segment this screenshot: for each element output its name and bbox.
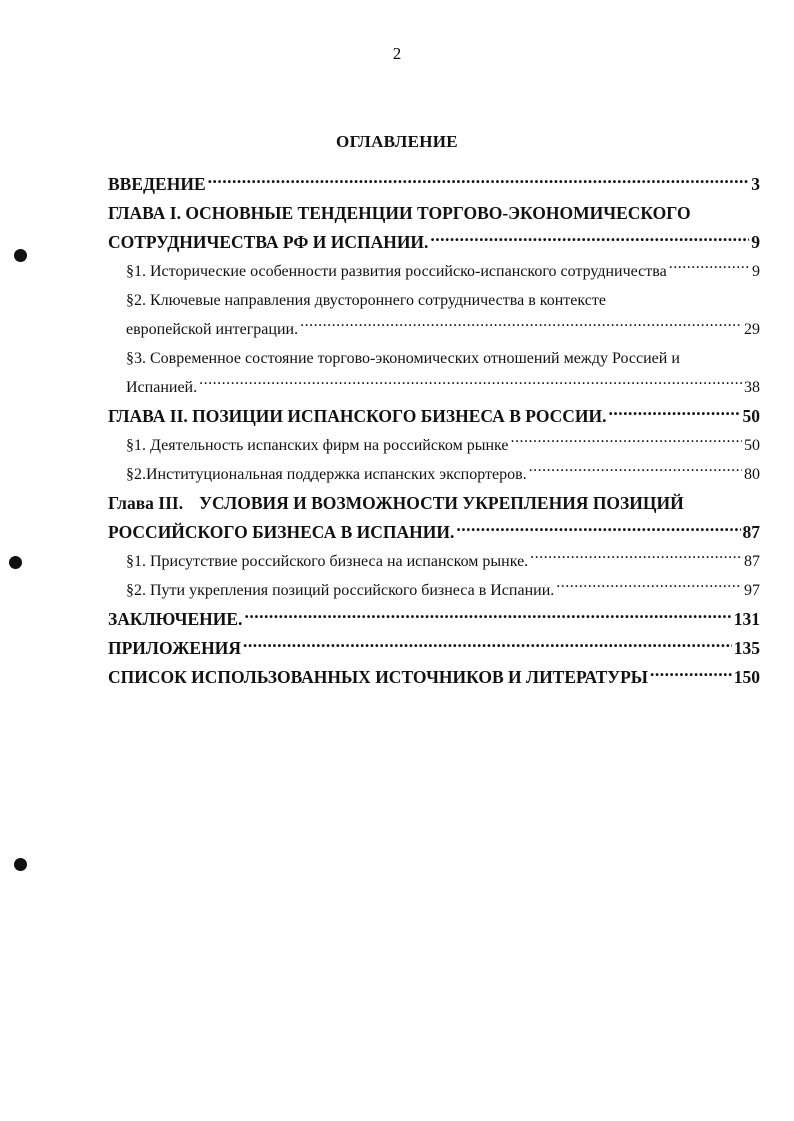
- toc-title: ОГЛАВЛЕНИЕ: [336, 132, 458, 151]
- toc-entry-text: европейской интеграции.: [126, 321, 299, 338]
- toc-entry-ch3-sec1[interactable]: [108, 547, 760, 576]
- toc-entry-text: УСЛОВИЯ И ВОЗМОЖНОСТИ УКРЕПЛЕНИЯ ПОЗИЦИЙ: [199, 493, 684, 513]
- toc-entry-page: 9: [751, 232, 760, 252]
- toc-entry-ch1-sec2[interactable]: [108, 286, 760, 315]
- page-number: 2: [392, 44, 402, 63]
- dot-leader: [530, 550, 742, 566]
- punch-hole-mark: [14, 858, 27, 871]
- toc-entry-text: §2. Пути укрепления позиций российского бизнеса в Испании.: [126, 582, 555, 599]
- toc-entry-chapter-1[interactable]: [108, 199, 760, 228]
- toc-entry-page: 80: [744, 466, 760, 483]
- dot-leader: [300, 318, 742, 334]
- dot-leader: [650, 666, 732, 684]
- dot-leader: [529, 463, 742, 479]
- toc-entry-page: 3: [751, 174, 760, 194]
- toc-entry-text: СОТРУДНИЧЕСТВА РФ И ИСПАНИИ.: [108, 232, 429, 252]
- toc-entry-chapter-2[interactable]: [108, 402, 760, 431]
- toc-entry-text: Испанией.: [126, 379, 198, 396]
- toc-entry-ch1-sec1[interactable]: [108, 257, 760, 286]
- dot-leader: [199, 376, 742, 392]
- toc-entry-page: 131: [733, 609, 760, 629]
- toc-entry-chapter-1-cont[interactable]: [108, 228, 760, 257]
- toc-entry-text: §1. Деятельность испанских фирм на российском рынке: [126, 437, 509, 454]
- toc-entry-references[interactable]: [108, 663, 760, 692]
- toc-entry-page: 9: [752, 263, 760, 280]
- punch-hole-mark: [14, 249, 27, 262]
- toc-entry-page: 50: [742, 406, 760, 426]
- dot-leader: [208, 173, 750, 191]
- dot-leader: [556, 579, 742, 595]
- toc-entry-page: 50: [744, 437, 760, 454]
- toc-entry-text: ГЛАВА II. ПОЗИЦИИ ИСПАНСКОГО БИЗНЕСА В РОССИИ.: [108, 406, 607, 426]
- toc-entry-text: ГЛАВА I. ОСНОВНЫЕ ТЕНДЕНЦИИ ТОРГОВО-ЭКОНОМИЧЕСКОГО: [108, 203, 691, 223]
- toc-entry-ch1-sec3-cont[interactable]: [108, 373, 760, 402]
- toc-entry-text: ПРИЛОЖЕНИЯ: [108, 638, 241, 658]
- toc-entry-conclusion[interactable]: [108, 605, 760, 634]
- toc-entry-ch2-sec2[interactable]: [108, 460, 760, 489]
- toc-entry-page: 135: [733, 638, 760, 658]
- dot-leader: [244, 608, 731, 626]
- toc-entry-chapter-3-cont[interactable]: [108, 518, 760, 547]
- toc-entry-text: РОССИЙСКОГО БИЗНЕСА В ИСПАНИИ.: [108, 522, 455, 542]
- toc-entry-page: 87: [742, 522, 760, 542]
- punch-hole-mark: [9, 556, 22, 569]
- toc-entry-appendices[interactable]: [108, 634, 760, 663]
- dot-leader: [609, 405, 741, 423]
- toc-entry-ch2-sec1[interactable]: [108, 431, 760, 460]
- toc-entry-text: §2. Ключевые направления двустороннего сотрудничества в контексте: [126, 292, 606, 309]
- toc-entry-text: §3. Современное состояние торгово-экономических отношений между Россией и: [126, 350, 680, 367]
- toc-entry-text: §1. Присутствие российского бизнеса на испанском рынке.: [126, 553, 529, 570]
- dot-leader: [243, 637, 732, 655]
- toc-entry-text: СПИСОК ИСПОЛЬЗОВАННЫХ ИСТОЧНИКОВ И ЛИТЕРАТУРЫ: [108, 667, 648, 687]
- toc-entry-introduction[interactable]: [108, 170, 760, 199]
- toc-entry-text: ВВЕДЕНИЕ: [108, 174, 206, 194]
- toc-entry-page: 29: [744, 321, 760, 338]
- dot-leader: [511, 434, 743, 450]
- toc-entry-text: §2.Институциональная поддержка испанских экспортеров.: [126, 466, 527, 483]
- toc-entry-ch1-sec3[interactable]: [108, 344, 760, 373]
- table-of-contents: [108, 170, 760, 692]
- toc-entry-text: ЗАКЛЮЧЕНИЕ.: [108, 609, 243, 629]
- toc-entry-page: 87: [744, 553, 760, 570]
- toc-entry-page: 97: [744, 582, 760, 599]
- toc-entry-text: §1. Исторические особенности развития российско-испанского сотрудничества: [126, 263, 667, 280]
- dot-leader: [669, 260, 750, 276]
- dot-leader: [430, 231, 749, 249]
- toc-entry-ch1-sec2-cont[interactable]: [108, 315, 760, 344]
- dot-leader: [456, 521, 740, 539]
- toc-entry-page: 38: [744, 379, 760, 396]
- chapter-label: Глава III.: [108, 493, 184, 513]
- toc-entry-ch3-sec2[interactable]: [108, 576, 760, 605]
- toc-entry-chapter-3[interactable]: [108, 489, 760, 518]
- toc-entry-page: 150: [733, 667, 760, 687]
